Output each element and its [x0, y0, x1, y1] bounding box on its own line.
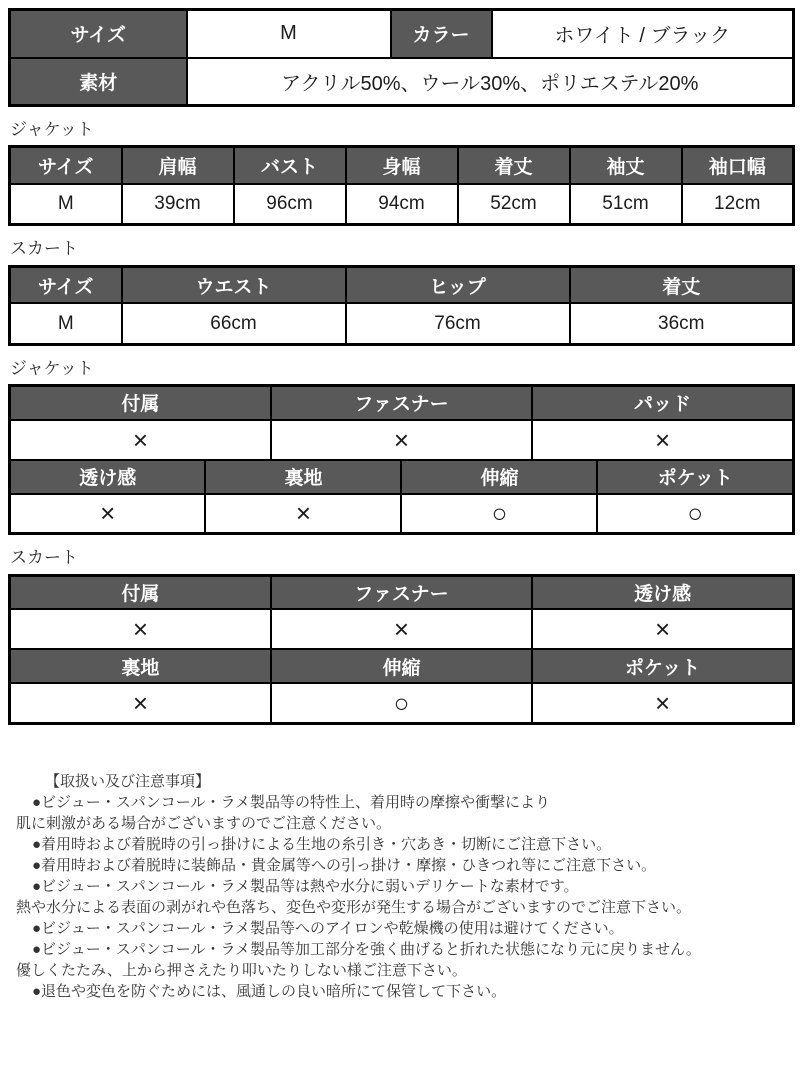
care-note-line: ●ビジュー・スパンコール・ラメ製品等は熱や水分に弱いデリケートな素材です。: [32, 877, 579, 895]
column-header: 肩幅: [122, 147, 234, 184]
jacket-features-table: [8, 384, 795, 535]
feature-header: パッド: [532, 386, 793, 420]
feature-header: 伸縮: [271, 649, 532, 683]
column-header: サイズ: [10, 147, 122, 184]
jacket-measurements-table: [8, 145, 795, 226]
jacket-features-label: ジャケット: [10, 358, 94, 378]
feature-mark: ×: [532, 683, 793, 723]
column-header: 袖口幅: [682, 147, 794, 184]
care-note-line: ●着用時および着脱時の引っ掛けによる生地の糸引き・穴あき・切断にご注意下さい。: [32, 835, 612, 853]
measurement-value: 36cm: [570, 303, 794, 344]
feature-mark: ×: [10, 683, 271, 723]
feature-mark: ×: [532, 609, 793, 649]
feature-header: ファスナー: [271, 386, 532, 420]
feature-header: 付属: [10, 575, 271, 609]
skirt-measurements-label: スカート: [10, 239, 78, 259]
material-value-cell: アクリル50%、ウール30%、ポリエステル20%: [187, 58, 794, 106]
feature-header: 透け感: [10, 460, 206, 494]
size-value-cell: M: [187, 10, 391, 58]
feature-mark: ○: [271, 683, 532, 723]
measurement-value: 52cm: [458, 184, 570, 225]
feature-header: ファスナー: [271, 575, 532, 609]
measurement-value: M: [10, 303, 122, 344]
measurement-value: 12cm: [682, 184, 794, 225]
feature-header: ポケット: [532, 649, 793, 683]
feature-mark: ×: [10, 494, 206, 534]
feature-mark: ×: [10, 609, 271, 649]
column-header: 着丈: [570, 266, 794, 303]
measurement-value: 51cm: [570, 184, 682, 225]
care-note-line: ●ビジュー・スパンコール・ラメ製品等の特性上、着用時の摩擦や衝撃により: [32, 793, 551, 811]
feature-mark: ×: [271, 420, 532, 460]
feature-header: 裏地: [205, 460, 401, 494]
size-header-cell: サイズ: [10, 10, 187, 58]
material-header-cell: 素材: [10, 58, 187, 106]
feature-mark: ×: [205, 494, 401, 534]
measurement-value: 66cm: [122, 303, 346, 344]
color-value-cell: ホワイト / ブラック: [492, 10, 794, 58]
care-note-line: ●ビジュー・スパンコール・ラメ製品等へのアイロンや乾燥機の使用は避けてください。: [32, 919, 624, 937]
care-note-line: 肌に刺激がある場合がございますのでご注意ください。: [16, 814, 392, 832]
feature-mark: ○: [597, 494, 793, 534]
column-header: ヒップ: [346, 266, 570, 303]
skirt-features-table: [8, 574, 795, 725]
care-note-line: 優しくたたみ、上から押さえたり叩いたりしない様ご注意下さい。: [16, 961, 467, 979]
feature-mark: ×: [271, 609, 532, 649]
care-note-line: 熱や水分による表面の剥がれや色落ち、変色や変形が発生する場合がございますのでご注意下さい。: [16, 898, 692, 916]
column-header: バスト: [234, 147, 346, 184]
measurement-value: 96cm: [234, 184, 346, 225]
care-note-line: ●退色や変色を防ぐためには、風通しの良い暗所にて保管して下さい。: [32, 982, 507, 1000]
column-header: 着丈: [458, 147, 570, 184]
feature-mark: ×: [10, 420, 271, 460]
measurement-value: 94cm: [346, 184, 458, 225]
feature-header: 裏地: [10, 649, 271, 683]
feature-mark: ○: [401, 494, 597, 534]
feature-header: 付属: [10, 386, 271, 420]
color-header-cell: カラー: [391, 10, 492, 58]
feature-header: ポケット: [597, 460, 793, 494]
column-header: サイズ: [10, 266, 122, 303]
measurement-value: 76cm: [346, 303, 570, 344]
jacket-measurements-label: ジャケット: [10, 120, 94, 139]
measurement-value: 39cm: [122, 184, 234, 225]
size-color-material-table: [8, 8, 795, 107]
care-notes-title: 【取扱い及び注意事項】: [45, 772, 211, 790]
column-header: 袖丈: [570, 147, 682, 184]
care-note-line: ●ビジュー・スパンコール・ラメ製品等加工部分を強く曲げると折れた状態になり元に戻りません。: [32, 940, 701, 958]
care-note-line: ●着用時および着脱時に装飾品・貴金属等への引っ掛け・摩擦・ひきつれ等にご注意下さい。: [32, 856, 657, 874]
feature-header: 透け感: [532, 575, 793, 609]
skirt-measurements-table: [8, 265, 795, 346]
measurement-value: M: [10, 184, 122, 225]
care-notes-section: [8, 771, 792, 1002]
feature-header: 伸縮: [401, 460, 597, 494]
column-header: 身幅: [346, 147, 458, 184]
column-header: ウエスト: [122, 266, 346, 303]
feature-mark: ×: [532, 420, 793, 460]
skirt-features-label: スカート: [10, 548, 78, 568]
